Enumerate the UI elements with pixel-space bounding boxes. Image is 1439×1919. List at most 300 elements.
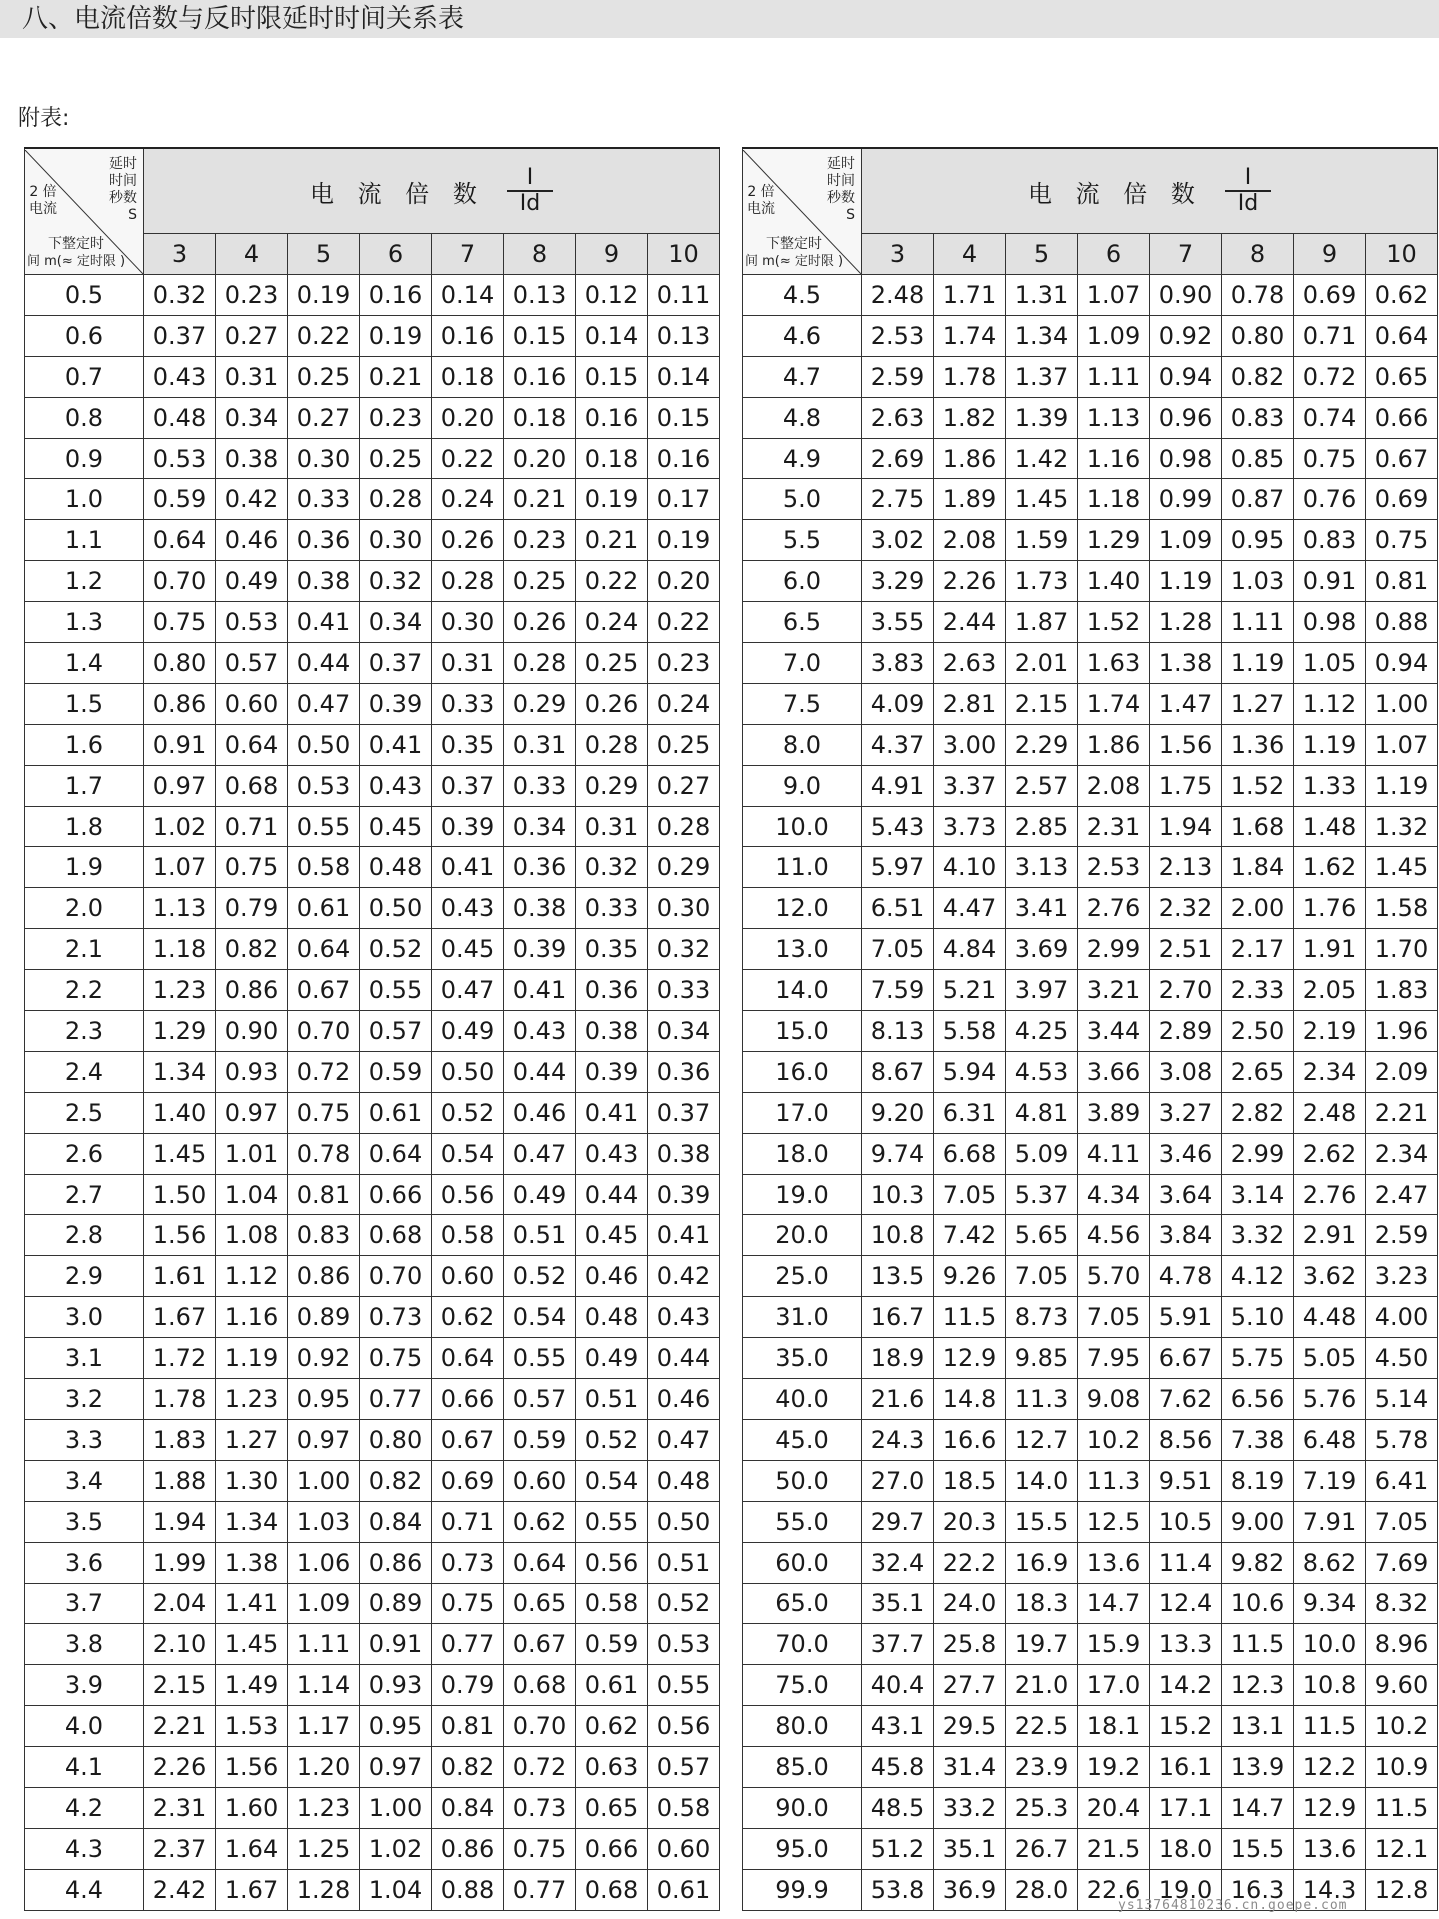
delay-value-cell: 0.62 [504, 1501, 576, 1542]
delay-value-cell: 0.80 [360, 1419, 432, 1460]
row-setting-time: 4.2 [25, 1787, 144, 1828]
delay-value-cell: 9.34 [1294, 1583, 1366, 1624]
column-header: 5 [1006, 234, 1078, 275]
row-setting-time: 0.7 [25, 356, 144, 397]
delay-value-cell: 0.81 [288, 1174, 360, 1215]
delay-value-cell: 2.82 [1222, 1092, 1294, 1133]
delay-value-cell: 0.51 [576, 1379, 648, 1420]
delay-value-cell: 2.19 [1294, 1011, 1366, 1052]
table-body [743, 275, 1438, 1911]
delay-value-cell: 2.17 [1222, 929, 1294, 970]
delay-value-cell: 0.95 [1222, 520, 1294, 561]
delay-value-cell: 10.0 [1294, 1624, 1366, 1665]
delay-value-cell: 16.7 [862, 1297, 934, 1338]
delay-value-cell: 1.62 [1294, 847, 1366, 888]
delay-value-cell: 0.49 [504, 1174, 576, 1215]
row-setting-time: 18.0 [743, 1133, 862, 1174]
delay-value-cell: 1.17 [288, 1706, 360, 1747]
table-row [743, 1624, 1438, 1665]
delay-value-cell: 16.6 [934, 1419, 1006, 1460]
delay-value-cell: 2.65 [1222, 1051, 1294, 1092]
table-row [743, 1379, 1438, 1420]
table-row [743, 1583, 1438, 1624]
delay-value-cell: 10.8 [862, 1215, 934, 1256]
delay-value-cell: 7.91 [1294, 1501, 1366, 1542]
delay-value-cell: 1.89 [934, 479, 1006, 520]
delay-value-cell: 0.59 [360, 1051, 432, 1092]
delay-value-cell: 20.3 [934, 1501, 1006, 1542]
delay-value-cell: 0.68 [360, 1215, 432, 1256]
delay-value-cell: 12.4 [1150, 1583, 1222, 1624]
table-row [743, 1665, 1438, 1706]
row-setting-time: 75.0 [743, 1665, 862, 1706]
delay-value-cell: 3.13 [1006, 847, 1078, 888]
delay-value-cell: 1.12 [216, 1256, 288, 1297]
delay-value-cell: 0.97 [144, 765, 216, 806]
row-setting-time: 13.0 [743, 929, 862, 970]
delay-value-cell: 24.3 [862, 1419, 934, 1460]
delay-value-cell: 6.68 [934, 1133, 1006, 1174]
delay-value-cell: 0.66 [432, 1379, 504, 1420]
delay-value-cell: 3.14 [1222, 1174, 1294, 1215]
row-setting-time: 4.3 [25, 1828, 144, 1869]
delay-value-cell: 1.45 [216, 1624, 288, 1665]
delay-value-cell: 21.5 [1078, 1828, 1150, 1869]
delay-value-cell: 8.32 [1366, 1583, 1438, 1624]
delay-value-cell: 0.33 [648, 970, 720, 1011]
delay-value-cell: 1.34 [216, 1501, 288, 1542]
delay-value-cell: 0.34 [360, 602, 432, 643]
delay-value-cell: 4.25 [1006, 1011, 1078, 1052]
delay-value-cell: 0.60 [216, 683, 288, 724]
delay-value-cell: 0.77 [360, 1379, 432, 1420]
delay-value-cell: 0.99 [1150, 479, 1222, 520]
column-header: 9 [1294, 234, 1366, 275]
delay-value-cell: 3.37 [934, 765, 1006, 806]
delay-value-cell: 2.62 [1294, 1133, 1366, 1174]
delay-value-cell: 0.77 [504, 1869, 576, 1910]
delay-value-cell: 0.13 [648, 315, 720, 356]
delay-value-cell: 0.41 [504, 970, 576, 1011]
delay-value-cell: 2.75 [862, 479, 934, 520]
column-header: 5 [288, 234, 360, 275]
delay-value-cell: 1.07 [144, 847, 216, 888]
delay-value-cell: 0.38 [648, 1133, 720, 1174]
delay-value-cell: 0.75 [432, 1583, 504, 1624]
delay-value-cell: 0.47 [288, 683, 360, 724]
delay-value-cell: 1.53 [216, 1706, 288, 1747]
delay-value-cell: 0.46 [576, 1256, 648, 1297]
delay-value-cell: 0.54 [432, 1133, 504, 1174]
delay-value-cell: 1.37 [1006, 356, 1078, 397]
delay-value-cell: 1.59 [1006, 520, 1078, 561]
delay-value-cell: 1.83 [144, 1419, 216, 1460]
delay-value-cell: 2.26 [934, 561, 1006, 602]
delay-value-cell: 15.9 [1078, 1624, 1150, 1665]
current-multiple-header [144, 148, 720, 234]
delay-value-cell: 1.78 [144, 1379, 216, 1420]
delay-value-cell: 0.31 [576, 806, 648, 847]
delay-value-cell: 0.53 [144, 438, 216, 479]
row-setting-time: 2.5 [25, 1092, 144, 1133]
row-setting-time: 2.3 [25, 1011, 144, 1052]
delay-value-cell: 3.02 [862, 520, 934, 561]
delay-value-cell: 1.36 [1222, 724, 1294, 765]
delay-value-cell: 0.76 [1294, 479, 1366, 520]
delay-value-cell: 1.23 [144, 970, 216, 1011]
delay-value-cell: 0.59 [576, 1624, 648, 1665]
column-header: 8 [1222, 234, 1294, 275]
delay-value-cell: 1.61 [144, 1256, 216, 1297]
row-setting-time: 2.7 [25, 1174, 144, 1215]
delay-value-cell: 1.34 [1006, 315, 1078, 356]
delay-value-cell: 21.6 [862, 1379, 934, 1420]
delay-value-cell: 9.00 [1222, 1501, 1294, 1542]
delay-value-cell: 1.84 [1222, 847, 1294, 888]
row-setting-time: 50.0 [743, 1460, 862, 1501]
delay-value-cell: 0.97 [360, 1747, 432, 1788]
delay-value-cell: 1.34 [144, 1051, 216, 1092]
row-setting-time: 7.5 [743, 683, 862, 724]
row-setting-time: 35.0 [743, 1338, 862, 1379]
table-row [743, 1215, 1438, 1256]
delay-value-cell: 0.94 [1150, 356, 1222, 397]
delay-value-cell: 19.0 [1150, 1869, 1222, 1910]
current-multiple-header [862, 148, 1438, 234]
delay-value-cell: 0.46 [216, 520, 288, 561]
delay-value-cell: 28.0 [1006, 1869, 1078, 1910]
delay-value-cell: 1.74 [1078, 683, 1150, 724]
delay-value-cell: 0.31 [432, 643, 504, 684]
delay-value-cell: 0.64 [504, 1542, 576, 1583]
delay-value-cell: 15.5 [1006, 1501, 1078, 1542]
delay-value-cell: 13.6 [1078, 1542, 1150, 1583]
row-setting-time: 85.0 [743, 1747, 862, 1788]
delay-value-cell: 11.5 [1222, 1624, 1294, 1665]
table-row [25, 1297, 720, 1338]
delay-value-cell: 0.79 [432, 1665, 504, 1706]
delay-value-cell: 43.1 [862, 1706, 934, 1747]
delay-value-cell: 0.33 [504, 765, 576, 806]
delay-value-cell: 0.41 [432, 847, 504, 888]
delay-value-cell: 12.8 [1366, 1869, 1438, 1910]
delay-value-cell: 1.96 [1366, 1011, 1438, 1052]
delay-value-cell: 12.2 [1294, 1747, 1366, 1788]
delay-value-cell: 12.9 [934, 1338, 1006, 1379]
delay-value-cell: 9.08 [1078, 1379, 1150, 1420]
delay-value-cell: 0.15 [576, 356, 648, 397]
row-setting-time: 45.0 [743, 1419, 862, 1460]
delay-value-cell: 1.50 [144, 1174, 216, 1215]
delay-value-cell: 1.83 [1366, 970, 1438, 1011]
delay-value-cell: 0.43 [360, 765, 432, 806]
delay-value-cell: 2.48 [862, 275, 934, 316]
delay-value-cell: 24.0 [934, 1583, 1006, 1624]
row-setting-time: 1.9 [25, 847, 144, 888]
delay-value-cell: 20.4 [1078, 1787, 1150, 1828]
delay-value-cell: 18.5 [934, 1460, 1006, 1501]
row-setting-time: 9.0 [743, 765, 862, 806]
delay-value-cell: 15.2 [1150, 1706, 1222, 1747]
row-setting-time: 4.7 [743, 356, 862, 397]
delay-value-cell: 8.62 [1294, 1542, 1366, 1583]
delay-value-cell: 0.88 [432, 1869, 504, 1910]
delay-value-cell: 16.9 [1006, 1542, 1078, 1583]
delay-value-cell: 45.8 [862, 1747, 934, 1788]
delay-value-cell: 0.71 [216, 806, 288, 847]
delay-value-cell: 0.29 [576, 765, 648, 806]
delay-value-cell: 0.67 [432, 1419, 504, 1460]
delay-value-cell: 3.41 [1006, 888, 1078, 929]
delay-value-cell: 1.75 [1150, 765, 1222, 806]
delay-value-cell: 3.84 [1150, 1215, 1222, 1256]
table-row [25, 561, 720, 602]
delay-value-cell: 0.57 [216, 643, 288, 684]
delay-value-cell: 0.89 [288, 1297, 360, 1338]
row-setting-time: 3.7 [25, 1583, 144, 1624]
table-row [743, 315, 1438, 356]
delay-value-cell: 0.66 [1366, 397, 1438, 438]
delay-value-cell: 2.34 [1294, 1051, 1366, 1092]
table-row [743, 888, 1438, 929]
delay-value-cell: 7.05 [1006, 1256, 1078, 1297]
corner-label-setting: 下整定时 间 m(≈ 定时限 ) [745, 235, 844, 269]
delay-value-cell: 2.85 [1006, 806, 1078, 847]
delay-value-cell: 0.59 [144, 479, 216, 520]
delay-value-cell: 0.83 [1294, 520, 1366, 561]
delay-value-cell: 17.0 [1078, 1665, 1150, 1706]
delay-value-cell: 0.19 [576, 479, 648, 520]
delay-value-cell: 18.9 [862, 1338, 934, 1379]
delay-value-cell: 3.62 [1294, 1256, 1366, 1297]
delay-value-cell: 9.82 [1222, 1542, 1294, 1583]
row-setting-time: 4.5 [743, 275, 862, 316]
table-row [743, 1542, 1438, 1583]
delay-value-cell: 1.39 [1006, 397, 1078, 438]
table-row [743, 1338, 1438, 1379]
delay-value-cell: 0.43 [432, 888, 504, 929]
delay-value-cell: 2.51 [1150, 929, 1222, 970]
page-title: 八、电流倍数与反时限延时时间关系表 [22, 4, 465, 34]
delay-value-cell: 0.25 [360, 438, 432, 479]
delay-value-cell: 1.47 [1150, 683, 1222, 724]
delay-value-cell: 12.3 [1222, 1665, 1294, 1706]
delay-value-cell: 0.37 [648, 1092, 720, 1133]
row-setting-time: 5.0 [743, 479, 862, 520]
delay-value-cell: 0.75 [216, 847, 288, 888]
delay-value-cell: 23.9 [1006, 1747, 1078, 1788]
delay-value-cell: 12.5 [1078, 1501, 1150, 1542]
delay-value-cell: 0.39 [432, 806, 504, 847]
delay-value-cell: 0.26 [432, 520, 504, 561]
table-row [743, 602, 1438, 643]
delay-value-cell: 0.56 [648, 1706, 720, 1747]
delay-value-cell: 0.73 [432, 1542, 504, 1583]
delay-value-cell: 0.71 [432, 1501, 504, 1542]
relation-table-right [742, 147, 1438, 1911]
row-setting-time: 1.7 [25, 765, 144, 806]
table-row [743, 724, 1438, 765]
delay-value-cell: 5.70 [1078, 1256, 1150, 1297]
row-setting-time: 2.9 [25, 1256, 144, 1297]
delay-value-cell: 0.28 [648, 806, 720, 847]
delay-value-cell: 0.65 [576, 1787, 648, 1828]
delay-value-cell: 4.56 [1078, 1215, 1150, 1256]
delay-value-cell: 0.28 [504, 643, 576, 684]
delay-value-cell: 2.10 [144, 1624, 216, 1665]
delay-value-cell: 5.76 [1294, 1379, 1366, 1420]
delay-value-cell: 15.5 [1222, 1828, 1294, 1869]
delay-value-cell: 2.34 [1366, 1133, 1438, 1174]
table-row [25, 1338, 720, 1379]
table-row [25, 1133, 720, 1174]
delay-value-cell: 1.64 [216, 1828, 288, 1869]
delay-value-cell: 0.65 [504, 1583, 576, 1624]
delay-value-cell: 2.15 [1006, 683, 1078, 724]
delay-value-cell: 1.00 [360, 1787, 432, 1828]
delay-value-cell: 0.35 [432, 724, 504, 765]
delay-value-cell: 0.86 [216, 970, 288, 1011]
delay-value-cell: 0.43 [648, 1297, 720, 1338]
delay-value-cell: 31.4 [934, 1747, 1006, 1788]
delay-value-cell: 0.23 [648, 643, 720, 684]
delay-value-cell: 3.64 [1150, 1174, 1222, 1215]
delay-value-cell: 2.21 [144, 1706, 216, 1747]
table-row [25, 1011, 720, 1052]
delay-value-cell: 11.5 [934, 1297, 1006, 1338]
delay-value-cell: 2.48 [1294, 1092, 1366, 1133]
delay-value-cell: 6.67 [1150, 1338, 1222, 1379]
delay-value-cell: 0.20 [504, 438, 576, 479]
delay-value-cell: 0.38 [288, 561, 360, 602]
delay-value-cell: 1.94 [1150, 806, 1222, 847]
delay-value-cell: 0.23 [504, 520, 576, 561]
delay-value-cell: 32.4 [862, 1542, 934, 1583]
delay-value-cell: 6.31 [934, 1092, 1006, 1133]
table-row [743, 1787, 1438, 1828]
row-setting-time: 0.9 [25, 438, 144, 479]
delay-value-cell: 0.45 [576, 1215, 648, 1256]
relation-table-left [24, 147, 720, 1911]
delay-value-cell: 2.33 [1222, 970, 1294, 1011]
delay-value-cell: 37.7 [862, 1624, 934, 1665]
row-setting-time: 0.8 [25, 397, 144, 438]
delay-value-cell: 0.77 [432, 1624, 504, 1665]
delay-value-cell: 1.76 [1294, 888, 1366, 929]
delay-value-cell: 1.52 [1078, 602, 1150, 643]
delay-value-cell: 0.58 [576, 1583, 648, 1624]
delay-value-cell: 1.58 [1366, 888, 1438, 929]
delay-value-cell: 3.00 [934, 724, 1006, 765]
delay-value-cell: 4.00 [1366, 1297, 1438, 1338]
delay-value-cell: 0.22 [288, 315, 360, 356]
row-setting-time: 12.0 [743, 888, 862, 929]
delay-value-cell: 14.3 [1294, 1869, 1366, 1910]
title-bar [0, 0, 1439, 38]
table-row [743, 1051, 1438, 1092]
delay-value-cell: 0.67 [504, 1624, 576, 1665]
delay-value-cell: 7.05 [862, 929, 934, 970]
delay-value-cell: 10.3 [862, 1174, 934, 1215]
delay-value-cell: 2.99 [1222, 1133, 1294, 1174]
row-setting-time: 31.0 [743, 1297, 862, 1338]
delay-value-cell: 2.00 [1222, 888, 1294, 929]
table-row [743, 275, 1438, 316]
delay-value-cell: 0.48 [576, 1297, 648, 1338]
delay-value-cell: 3.69 [1006, 929, 1078, 970]
delay-value-cell: 0.60 [432, 1256, 504, 1297]
table-row [743, 1460, 1438, 1501]
delay-value-cell: 1.28 [288, 1869, 360, 1910]
delay-value-cell: 0.84 [360, 1501, 432, 1542]
delay-value-cell: 0.29 [504, 683, 576, 724]
delay-value-cell: 0.72 [504, 1747, 576, 1788]
row-setting-time: 70.0 [743, 1624, 862, 1665]
delay-value-cell: 0.69 [1294, 275, 1366, 316]
delay-value-cell: 40.4 [862, 1665, 934, 1706]
delay-value-cell: 7.62 [1150, 1379, 1222, 1420]
delay-value-cell: 0.43 [144, 356, 216, 397]
row-setting-time: 80.0 [743, 1706, 862, 1747]
delay-value-cell: 7.69 [1366, 1542, 1438, 1583]
delay-value-cell: 1.18 [144, 929, 216, 970]
delay-value-cell: 0.19 [288, 275, 360, 316]
table-row [25, 1706, 720, 1747]
table-row [25, 479, 720, 520]
delay-value-cell: 1.30 [216, 1460, 288, 1501]
delay-value-cell: 0.68 [216, 765, 288, 806]
delay-value-cell: 1.49 [216, 1665, 288, 1706]
delay-value-cell: 1.73 [1006, 561, 1078, 602]
delay-value-cell: 0.72 [288, 1051, 360, 1092]
delay-value-cell: 4.10 [934, 847, 1006, 888]
delay-value-cell: 22.6 [1078, 1869, 1150, 1910]
delay-value-cell: 0.47 [648, 1419, 720, 1460]
delay-value-cell: 9.60 [1366, 1665, 1438, 1706]
delay-value-cell: 1.63 [1078, 643, 1150, 684]
table-row [25, 1828, 720, 1869]
delay-value-cell: 0.16 [504, 356, 576, 397]
table-row [25, 1787, 720, 1828]
delay-value-cell: 10.5 [1150, 1501, 1222, 1542]
row-setting-time: 1.0 [25, 479, 144, 520]
delay-value-cell: 1.23 [288, 1787, 360, 1828]
delay-value-cell: 1.19 [1150, 561, 1222, 602]
delay-value-cell: 4.50 [1366, 1338, 1438, 1379]
delay-value-cell: 1.27 [216, 1419, 288, 1460]
delay-value-cell: 2.50 [1222, 1011, 1294, 1052]
delay-value-cell: 5.97 [862, 847, 934, 888]
delay-value-cell: 1.11 [1078, 356, 1150, 397]
delay-value-cell: 11.3 [1078, 1460, 1150, 1501]
delay-value-cell: 0.26 [504, 602, 576, 643]
delay-value-cell: 4.91 [862, 765, 934, 806]
delay-value-cell: 0.74 [1294, 397, 1366, 438]
delay-value-cell: 1.78 [934, 356, 1006, 397]
delay-value-cell: 1.03 [288, 1501, 360, 1542]
column-header: 6 [1078, 234, 1150, 275]
delay-value-cell: 0.20 [432, 397, 504, 438]
table-row [743, 1501, 1438, 1542]
row-setting-time: 3.1 [25, 1338, 144, 1379]
column-header: 3 [862, 234, 934, 275]
delay-value-cell: 0.44 [504, 1051, 576, 1092]
delay-value-cell: 0.89 [360, 1583, 432, 1624]
delay-value-cell: 0.61 [648, 1869, 720, 1910]
row-setting-time: 19.0 [743, 1174, 862, 1215]
table-row [25, 1379, 720, 1420]
delay-value-cell: 1.82 [934, 397, 1006, 438]
